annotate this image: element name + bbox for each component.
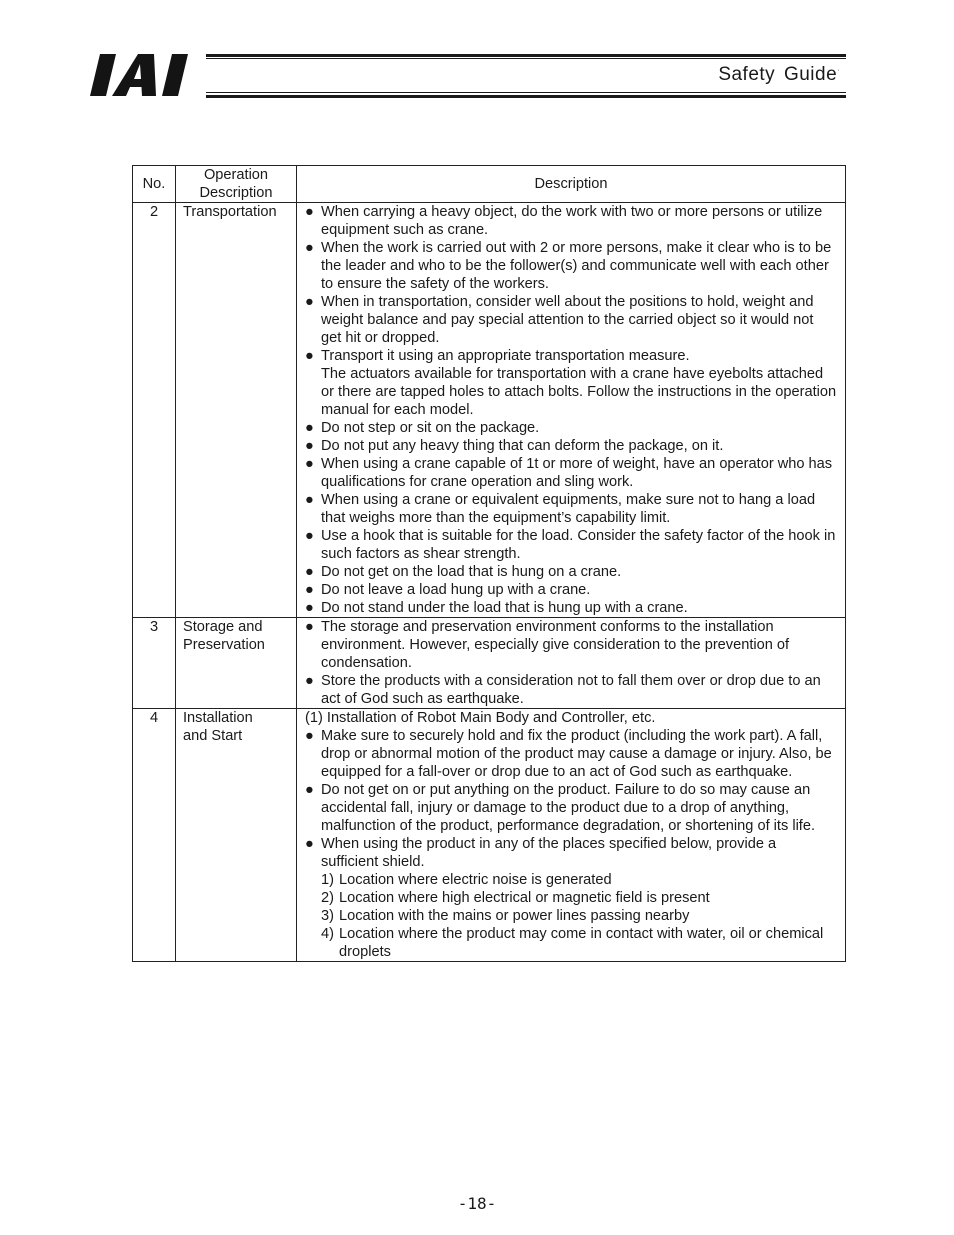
title-mark: · bbox=[837, 67, 840, 74]
bullet-text: Transport it using an appropriate transportation measure. bbox=[321, 348, 690, 364]
bullet-text: Do not step or sit on the package. bbox=[321, 420, 540, 436]
header-description: Description bbox=[297, 166, 846, 203]
safety-table bbox=[132, 165, 846, 962]
bullet-icon: ● bbox=[305, 728, 314, 744]
bullet-icon: ● bbox=[305, 456, 314, 472]
row-number: 3 bbox=[133, 618, 176, 709]
bullet-item bbox=[305, 419, 837, 437]
description-cell bbox=[297, 618, 846, 709]
bullet-text: Store the products with a consideration not to fall them over or drop due to an act of God such as earthquake. bbox=[321, 673, 821, 707]
operation-line: Installation bbox=[183, 710, 253, 726]
bullet-item bbox=[305, 618, 837, 672]
bullet-item bbox=[305, 347, 837, 365]
bullet-icon: ● bbox=[305, 348, 314, 364]
operation-line: Preservation bbox=[183, 637, 265, 653]
numbered-item bbox=[305, 925, 837, 961]
bullet-item bbox=[305, 437, 837, 455]
bullet-item bbox=[305, 599, 837, 617]
bullet-text: When using the product in any of the places specified below, provide a sufficient shield. bbox=[321, 836, 777, 870]
operation-cell bbox=[176, 709, 297, 962]
bullet-text: When carrying a heavy object, do the work with two or more persons or utilize equipment such as crane. bbox=[321, 204, 823, 238]
bullet-text: Do not get on the load that is hung on a crane. bbox=[321, 564, 622, 580]
description-cell bbox=[297, 203, 846, 618]
item-text: Location where high electrical or magnetic field is present bbox=[339, 890, 710, 906]
table-row bbox=[133, 709, 846, 962]
bullet-icon: ● bbox=[305, 836, 314, 852]
bullet-icon: ● bbox=[305, 294, 314, 310]
numbered-item bbox=[305, 871, 837, 889]
bullet-icon: ● bbox=[305, 619, 314, 635]
item-text: Location with the mains or power lines passing nearby bbox=[339, 908, 690, 924]
table-header-row bbox=[133, 166, 846, 203]
bullet-icon: ● bbox=[305, 564, 314, 580]
bullet-item bbox=[305, 203, 837, 239]
bullet-icon: ● bbox=[305, 582, 314, 598]
operation-cell bbox=[176, 203, 297, 618]
bullet-icon: ● bbox=[305, 240, 314, 256]
bullet-item bbox=[305, 672, 837, 708]
table-row bbox=[133, 203, 846, 618]
table-row bbox=[133, 618, 846, 709]
bullet-text: When in transportation, consider well about the positions to hold, weight and weight balance and pay special attention to the carried object so it would not get hit or dropped. bbox=[321, 294, 814, 346]
bullet-item bbox=[305, 563, 837, 581]
bullet-item bbox=[305, 835, 837, 871]
bullet-text: When the work is carried out with 2 or more persons, make it clear who is to be the leader and who to be the follower(s) and communicate well with each other to ensure the safety of the workers. bbox=[321, 240, 832, 292]
operation-line: Transportation bbox=[183, 204, 277, 220]
bullet-continuation: The actuators available for transportation with a crane have eyebolts attached or there are tapped holes to attach bolts. Follow the instructions in the operation manual for each model. bbox=[321, 366, 837, 418]
bullet-icon: ● bbox=[305, 600, 314, 616]
page-number: -18- bbox=[457, 1194, 497, 1213]
bullet-text: Do not get on or put anything on the product. Failure to do so may cause an accidental fall, injury or damage to the product due to a drop of anything, malfunction of the product, performance degradation, or shortening of its life. bbox=[321, 782, 816, 834]
bullet-item bbox=[305, 727, 837, 781]
bullet-text: Use a hook that is suitable for the load. Consider the safety factor of the hook in such factors as shear strength. bbox=[321, 528, 836, 562]
bullet-icon: ● bbox=[305, 492, 314, 508]
header-title: Safety Guide· bbox=[718, 64, 840, 85]
bullet-item bbox=[305, 581, 837, 599]
header-operation: Operation Description bbox=[176, 166, 297, 203]
bullet-icon: ● bbox=[305, 204, 314, 220]
numbered-item bbox=[305, 907, 837, 925]
numbered-item bbox=[305, 889, 837, 907]
bullet-text: When using a crane capable of 1t or more of weight, have an operator who has qualifications for crane operation and sling work. bbox=[321, 456, 833, 490]
item-number: 2) bbox=[321, 890, 334, 906]
operation-line: Storage and bbox=[183, 619, 263, 635]
row-number: 4 bbox=[133, 709, 176, 962]
bullet-icon: ● bbox=[305, 420, 314, 436]
operation-line: and Start bbox=[183, 728, 243, 744]
bullet-text: Do not stand under the load that is hung up with a crane. bbox=[321, 600, 688, 616]
bullet-item bbox=[305, 293, 837, 347]
bullet-item bbox=[305, 527, 837, 563]
bullet-item bbox=[305, 781, 837, 835]
header-no: No. bbox=[133, 166, 176, 203]
item-number: 4) bbox=[321, 926, 334, 942]
bullet-icon: ● bbox=[305, 438, 314, 454]
bullet-text: Make sure to securely hold and fix the product (including the work part). A fall, drop or abnormal motion of the product may cause a damage or injury. Also, be equipped for a fall-over or drop due to an act of God such as earthquake. bbox=[321, 728, 832, 780]
bullet-text: Do not put any heavy thing that can deform the package, on it. bbox=[321, 438, 724, 454]
bullet-icon: ● bbox=[305, 673, 314, 689]
bullet-icon: ● bbox=[305, 782, 314, 798]
bullet-text: When using a crane or equivalent equipments, make sure not to hang a load that weighs more than the equipment’s capability limit. bbox=[321, 492, 816, 526]
item-text: Location where electric noise is generated bbox=[339, 872, 612, 888]
description-cell bbox=[297, 709, 846, 962]
iai-logo bbox=[88, 52, 206, 98]
item-number: 3) bbox=[321, 908, 334, 924]
bullet-item bbox=[305, 239, 837, 293]
operation-cell bbox=[176, 618, 297, 709]
row-number: 2 bbox=[133, 203, 176, 618]
bullet-item bbox=[305, 455, 837, 491]
bullet-item bbox=[305, 491, 837, 527]
bullet-text: The storage and preservation environment conforms to the installation environment. However, especially give consideration to the prevention of condensation. bbox=[321, 619, 790, 671]
section-heading: (1) Installation of Robot Main Body and Controller, etc. bbox=[305, 710, 656, 726]
item-text: Location where the product may come in contact with water, oil or chemical droplets bbox=[339, 926, 824, 960]
bullet-icon: ● bbox=[305, 528, 314, 544]
bullet-text: Do not leave a load hung up with a crane. bbox=[321, 582, 591, 598]
item-number: 1) bbox=[321, 872, 334, 888]
